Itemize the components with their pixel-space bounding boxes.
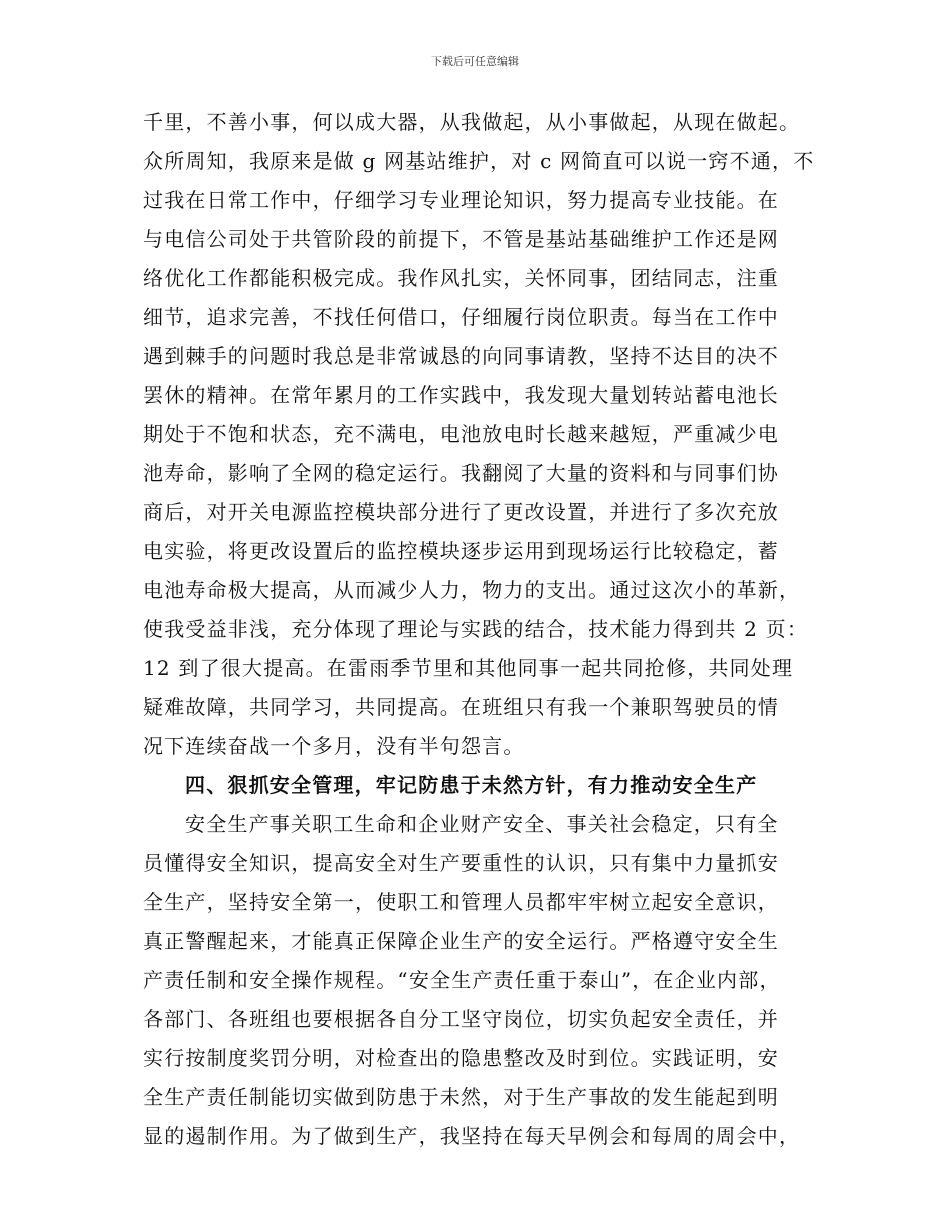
paragraph-line: 期处于不饱和状态，充不满电，电池放电时长越来越短，严重减少电 bbox=[143, 422, 779, 446]
section-heading: 四、狠抓安全管理，牢记防患于未然方针，有力推动安全生产 bbox=[185, 773, 758, 797]
paragraph-line: 电实验，将更改设置后的监控模块逐步运用到现场运行比较稳定，蓄 bbox=[143, 539, 779, 563]
paragraph-line: 众所周知，我原来是做 g 网基站维护，对 c 网简直可以说一窍不通，不 bbox=[143, 149, 815, 173]
paragraph-line: 络优化工作都能积极完成。我作风扎实，关怀同事，团结同志，注重 bbox=[143, 266, 779, 290]
paragraph-line: 显的遏制作用。为了做到生产，我坚持在每天早例会和每周的周会中， bbox=[143, 1124, 801, 1148]
paragraph-line: 千里，不善小事，何以成大器，从我做起，从小事做起，从现在做起。 bbox=[143, 110, 801, 134]
paragraph-line: 全生产，坚持安全第一，使职工和管理人员都牢牢树立起安全意识， bbox=[143, 890, 779, 914]
paragraph-line: 罢休的精神。在常年累月的工作实践中，我发现大量划转站蓄电池长 bbox=[143, 383, 779, 407]
paragraph-line: 安全生产事关职工生命和企业财产安全、事关社会稳定，只有全 bbox=[185, 812, 779, 836]
paragraph-line: 12 到了很大提高。在雷雨季节里和其他同事一起共同抢修，共同处理 bbox=[143, 656, 794, 680]
paragraph-line: 池寿命，影响了全网的稳定运行。我翻阅了大量的资料和与同事们协 bbox=[143, 461, 779, 485]
paragraph-line: 况下连续奋战一个多月，没有半句怨言。 bbox=[143, 734, 525, 758]
paragraph-line: 商后，对开关电源监控模块部分进行了更改设置，并进行了多次充放 bbox=[143, 500, 779, 524]
paragraph-line: 与电信公司处于共管阶段的前提下，不管是基站基础维护工作还是网 bbox=[143, 227, 779, 251]
paragraph-line: 全生产责任制能切实做到防患于未然，对于生产事故的发生能起到明 bbox=[143, 1085, 779, 1109]
paragraph-line: 真正警醒起来，才能真正保障企业生产的安全运行。严格遵守安全生 bbox=[143, 929, 779, 953]
paragraph-line: 疑难故障，共同学习，共同提高。在班组只有我一个兼职驾驶员的情 bbox=[143, 695, 779, 719]
paragraph-line: 细节，追求完善，不找任何借口，仔细履行岗位职责。每当在工作中 bbox=[143, 305, 779, 329]
paragraph-line: 过我在日常工作中，仔细学习专业理论知识，努力提高专业技能。在 bbox=[143, 188, 779, 212]
paragraph-line: 各部门、各班组也要根据各自分工坚守岗位，切实负起安全责任，并 bbox=[143, 1007, 779, 1031]
page-header: 下载后可任意编辑 bbox=[431, 55, 519, 68]
paragraph-line: 使我受益非浅，充分体现了理论与实践的结合，技术能力得到共 2 页： bbox=[143, 617, 809, 641]
paragraph-line: 电池寿命极大提高，从而减少人力，物力的支出。通过这次小的革新， bbox=[143, 578, 801, 602]
paragraph-line: 产责任制和安全操作规程。“安全生产责任重于泰山”，在企业内部， bbox=[143, 968, 781, 992]
document-body bbox=[143, 103, 833, 1156]
paragraph-line: 实行按制度奖罚分明，对检查出的隐患整改及时到位。实践证明，安 bbox=[143, 1046, 779, 1070]
paragraph-line: 员懂得安全知识，提高安全对生产要重性的认识，只有集中力量抓安 bbox=[143, 851, 779, 875]
paragraph-line: 遇到棘手的问题时我总是非常诚恳的向同事请教，坚持不达目的决不 bbox=[143, 344, 779, 368]
